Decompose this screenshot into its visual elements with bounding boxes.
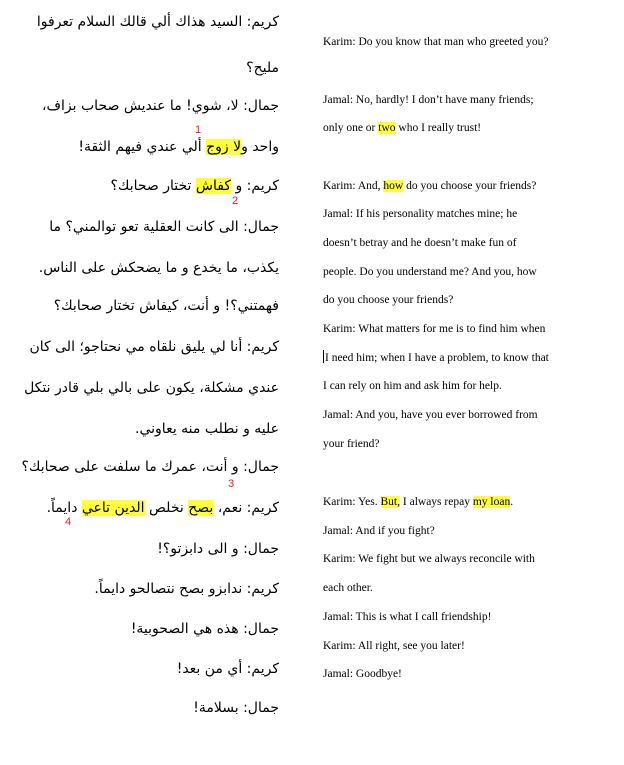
arabic-line: كريم: أنا لي يليق نلقاه مي نحتاجو؛ الى كان xyxy=(29,339,279,355)
arabic-line: كريم: و كفاش تختار صحابك؟ xyxy=(110,178,279,194)
arabic-line: كريم: السيد هذاك ألي قالك السلام تعرفوا xyxy=(36,14,279,30)
english-line: Jamal: And if you fight? xyxy=(323,525,435,537)
english-line: your friend? xyxy=(323,438,380,450)
arabic-line: عليه و نطلب منه يعاوني. xyxy=(135,421,279,437)
english-line: Jamal: Goodbye! xyxy=(323,668,402,680)
english-line: do you choose your friends? xyxy=(323,294,454,306)
english-line: Karim: Yes. But, I always repay my loan. xyxy=(323,496,514,508)
english-line: Karim: All right, see you later! xyxy=(323,640,465,652)
highlight: my loan xyxy=(472,496,511,508)
english-line: Jamal: No, hardly! I don’t have many friends; xyxy=(323,94,534,106)
arabic-line: كريم: ندابزو بصح نتصالحو دايماً. xyxy=(94,581,279,597)
footnote-marker: 3 xyxy=(228,478,235,490)
english-line: only one or two who I really trust! xyxy=(323,122,482,134)
english-line: Jamal: If his personality matches mine; he xyxy=(323,208,518,220)
english-line: I need him; when I have a problem, to know that xyxy=(325,352,549,364)
text-cursor xyxy=(323,350,324,363)
highlight: الدين تاعي xyxy=(81,500,145,516)
english-line: Jamal: And you, have you ever borrowed from xyxy=(323,409,538,421)
highlight: بصح xyxy=(188,500,214,516)
footnote-marker: 1 xyxy=(195,124,202,136)
footnote-marker: 4 xyxy=(65,516,72,528)
arabic-line: كريم: أي من بعد! xyxy=(176,661,279,677)
english-line: people. Do you understand me? And you, how xyxy=(323,266,537,278)
english-line: each other. xyxy=(323,582,373,594)
arabic-line: جمال: لا، شوي! ما عنديش صحاب بزاف، xyxy=(42,98,279,114)
arabic-line: عندي مشكلة، يكون على بالي بلي قادر نتكل xyxy=(24,380,279,396)
arabic-line: يكذب، ما يخدع و ما يضحكش على الناس. xyxy=(38,260,279,276)
arabic-line: جمال: بسلامة! xyxy=(193,700,279,716)
arabic-line: جمال: و الى دابزتو؟! xyxy=(157,541,279,557)
highlight: how xyxy=(383,180,404,192)
arabic-line: كريم: نعم، بصح نخلص الدين تاعي دايماً. xyxy=(46,500,279,516)
highlight: two xyxy=(378,122,396,134)
english-line: Karim: And, how do you choose your friends? xyxy=(323,180,537,192)
footnote-marker: 2 xyxy=(232,195,239,207)
english-line: doesn’t betray and he doesn’t make fun of xyxy=(323,237,517,249)
arabic-line: واحد ولا زوج ألي عندي فيهم الثقة! xyxy=(78,139,279,155)
english-line: Karim: We fight but we always reconcile with xyxy=(323,553,535,565)
english-line: Jamal: This is what I call friendship! xyxy=(323,611,492,623)
arabic-line: مليح؟ xyxy=(246,60,279,76)
highlight: But, xyxy=(380,496,401,508)
arabic-line: جمال: هذه هي الصحوبية! xyxy=(130,621,279,637)
arabic-line: جمال: الى كانت العقلية تعو توالمني؟ ما xyxy=(49,219,279,235)
arabic-line: فهمتني؟! و أنت، كيفاش تختار صحابك؟ xyxy=(53,298,279,314)
highlight: لا زوج xyxy=(206,139,242,155)
english-line: Karim: Do you know that man who greeted you? xyxy=(323,36,549,48)
english-line: I can rely on him and ask him for help. xyxy=(323,380,502,392)
arabic-line: جمال: و أنت، عمرك ما سلفت على صحابك؟ xyxy=(21,459,279,475)
highlight: كفاش xyxy=(195,178,232,194)
english-line: Karim: What matters for me is to find him when xyxy=(323,323,546,335)
